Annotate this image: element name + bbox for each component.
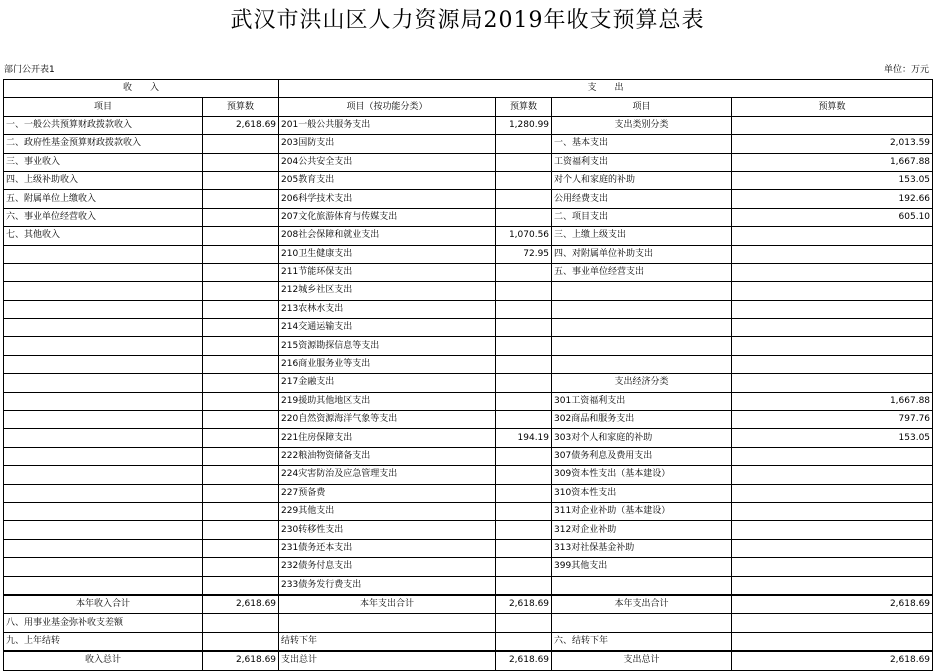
grand-expense-label-2: 支出总计 xyxy=(552,651,732,670)
func-item-cell: 216商业服务业等支出 xyxy=(279,355,496,373)
func-budget-cell xyxy=(496,374,552,392)
empty-cell xyxy=(203,632,279,651)
func-item-cell: 227预备费 xyxy=(279,484,496,502)
income-budget-cell xyxy=(203,392,279,410)
table-row xyxy=(4,245,933,263)
func-budget-cell xyxy=(496,282,552,300)
empty-cell xyxy=(732,614,933,632)
func-budget-cell xyxy=(496,576,552,595)
econ-budget-cell xyxy=(732,558,933,576)
econ-budget-cell: 153.05 xyxy=(732,429,933,447)
table-row xyxy=(4,135,933,153)
func-budget-cell xyxy=(496,484,552,502)
table-row xyxy=(4,355,933,373)
income-budget-cell xyxy=(203,502,279,520)
econ-item-cell: 工资福利支出 xyxy=(552,153,732,171)
empty-cell xyxy=(279,614,496,632)
totals-row xyxy=(4,595,933,614)
func-item-cell: 213农林水支出 xyxy=(279,300,496,318)
func-budget-cell xyxy=(496,171,552,189)
table-row xyxy=(4,539,933,557)
func-item-cell: 210卫生健康支出 xyxy=(279,245,496,263)
func-item-header: 项目（按功能分类） xyxy=(279,98,496,116)
econ-budget-cell xyxy=(732,466,933,484)
econ-item-cell: 301工资福利支出 xyxy=(552,392,732,410)
income-item-cell: 六、事业单位经营收入 xyxy=(4,208,203,226)
econ-budget-cell: 1,667.88 xyxy=(732,392,933,410)
func-item-cell: 204公共安全支出 xyxy=(279,153,496,171)
header-row-group xyxy=(4,80,933,98)
grand-expense-value-2: 2,618.69 xyxy=(732,651,933,670)
income-budget-cell xyxy=(203,539,279,557)
func-budget-cell xyxy=(496,337,552,355)
func-budget-cell: 1,070.56 xyxy=(496,227,552,245)
income-budget-cell xyxy=(203,447,279,465)
income-budget-cell xyxy=(203,208,279,226)
income-item-cell xyxy=(4,374,203,392)
econ-budget-cell xyxy=(732,319,933,337)
econ-item-cell: 对个人和家庭的补助 xyxy=(552,171,732,189)
econ-budget-cell: 153.05 xyxy=(732,171,933,189)
table-row xyxy=(4,558,933,576)
grand-total-row xyxy=(4,651,933,670)
func-budget-cell xyxy=(496,135,552,153)
income-budget-cell xyxy=(203,227,279,245)
carry-over-label: 九、上年结转 xyxy=(4,632,203,651)
income-budget-cell: 2,618.69 xyxy=(203,116,279,134)
table-row xyxy=(4,227,933,245)
income-item-cell xyxy=(4,484,203,502)
econ-item-cell xyxy=(552,355,732,373)
func-budget-cell xyxy=(496,466,552,484)
income-item-cell xyxy=(4,466,203,484)
income-item-cell xyxy=(4,392,203,410)
func-item-cell: 214交通运输支出 xyxy=(279,319,496,337)
income-header: 收 入 xyxy=(4,80,279,98)
income-budget-cell xyxy=(203,300,279,318)
grand-income-value: 2,618.69 xyxy=(203,651,279,670)
empty-cell xyxy=(552,614,732,632)
func-budget-cell xyxy=(496,411,552,429)
econ-item-cell: 312对企业补助 xyxy=(552,521,732,539)
empty-cell xyxy=(496,614,552,632)
econ-budget-cell xyxy=(732,484,933,502)
income-total-value: 2,618.69 xyxy=(203,595,279,614)
table-row xyxy=(4,300,933,318)
empty-cell xyxy=(496,632,552,651)
budget-table xyxy=(3,79,933,671)
func-item-cell: 211节能环保支出 xyxy=(279,263,496,281)
income-budget-cell xyxy=(203,153,279,171)
econ-budget-cell xyxy=(732,263,933,281)
econ-item-cell xyxy=(552,319,732,337)
econ-item-cell: 一、基本支出 xyxy=(552,135,732,153)
income-budget-cell xyxy=(203,190,279,208)
income-budget-cell xyxy=(203,319,279,337)
income-item-cell xyxy=(4,521,203,539)
func-item-cell: 219援助其他地区支出 xyxy=(279,392,496,410)
econ-item-cell: 四、对附属单位补助支出 xyxy=(552,245,732,263)
func-budget-cell xyxy=(496,153,552,171)
income-budget-cell xyxy=(203,355,279,373)
func-budget-header: 预算数 xyxy=(496,98,552,116)
econ-item-cell: 303对个人和家庭的补助 xyxy=(552,429,732,447)
income-item-cell xyxy=(4,355,203,373)
form-label: 部门公开表1 xyxy=(4,65,55,75)
income-budget-cell xyxy=(203,429,279,447)
econ-item-cell: 311对企业补助（基本建设） xyxy=(552,502,732,520)
econ-item-cell: 支出类别分类 xyxy=(552,116,732,134)
grand-expense-value: 2,618.69 xyxy=(496,651,552,670)
header-row-columns xyxy=(4,98,933,116)
empty-cell xyxy=(732,632,933,651)
func-budget-cell xyxy=(496,208,552,226)
econ-item-cell: 302商品和服务支出 xyxy=(552,411,732,429)
income-item-cell: 五、附属单位上缴收入 xyxy=(4,190,203,208)
income-budget-cell xyxy=(203,521,279,539)
econ-budget-cell: 1,667.88 xyxy=(732,153,933,171)
func-budget-cell: 72.95 xyxy=(496,245,552,263)
func-item-cell: 222粮油物资储备支出 xyxy=(279,447,496,465)
income-item-cell xyxy=(4,245,203,263)
func-item-cell: 232债务付息支出 xyxy=(279,558,496,576)
carry-row xyxy=(4,632,933,651)
econ-budget-cell xyxy=(732,245,933,263)
expense-total-value-2: 2,618.69 xyxy=(732,595,933,614)
expense-total-label: 本年支出合计 xyxy=(279,595,496,614)
table-row xyxy=(4,502,933,520)
econ-item-cell xyxy=(552,282,732,300)
table-row xyxy=(4,116,933,134)
econ-budget-cell xyxy=(732,374,933,392)
income-budget-cell xyxy=(203,245,279,263)
func-item-cell: 201一般公共服务支出 xyxy=(279,116,496,134)
income-item-cell xyxy=(4,319,203,337)
func-item-cell: 203国防支出 xyxy=(279,135,496,153)
func-item-cell: 212城乡社区支出 xyxy=(279,282,496,300)
econ-item-header: 项目 xyxy=(552,98,732,116)
table-row xyxy=(4,447,933,465)
table-row xyxy=(4,153,933,171)
table-row xyxy=(4,576,933,595)
expense-header: 支 出 xyxy=(279,80,933,98)
income-budget-cell xyxy=(203,411,279,429)
econ-budget-cell xyxy=(732,282,933,300)
func-budget-cell: 1,280.99 xyxy=(496,116,552,134)
func-budget-cell xyxy=(496,539,552,557)
table-row xyxy=(4,392,933,410)
table-row xyxy=(4,374,933,392)
econ-item-cell: 二、项目支出 xyxy=(552,208,732,226)
econ-item-cell: 支出经济分类 xyxy=(552,374,732,392)
econ-budget-cell xyxy=(732,337,933,355)
income-item-cell xyxy=(4,300,203,318)
func-item-cell: 206科学技术支出 xyxy=(279,190,496,208)
econ-budget-cell xyxy=(732,576,933,595)
econ-budget-cell: 605.10 xyxy=(732,208,933,226)
income-item-cell: 一、一般公共预算财政拨款收入 xyxy=(4,116,203,134)
income-item-cell xyxy=(4,576,203,595)
income-budget-header: 预算数 xyxy=(203,98,279,116)
econ-budget-cell: 192.66 xyxy=(732,190,933,208)
func-budget-cell xyxy=(496,521,552,539)
income-item-cell xyxy=(4,411,203,429)
func-item-cell: 215资源勘探信息等支出 xyxy=(279,337,496,355)
econ-budget-cell xyxy=(732,447,933,465)
econ-budget-cell xyxy=(732,539,933,557)
func-item-cell: 208社会保障和就业支出 xyxy=(279,227,496,245)
econ-budget-cell: 2,013.59 xyxy=(732,135,933,153)
income-total-label: 本年收入合计 xyxy=(4,595,203,614)
econ-item-cell xyxy=(552,300,732,318)
econ-budget-header: 预算数 xyxy=(732,98,933,116)
func-budget-cell xyxy=(496,392,552,410)
econ-item-cell: 309资本性支出（基本建设） xyxy=(552,466,732,484)
table-row xyxy=(4,429,933,447)
expense-total-label-2: 本年支出合计 xyxy=(552,595,732,614)
income-item-cell: 三、事业收入 xyxy=(4,153,203,171)
table-row xyxy=(4,208,933,226)
econ-item-cell: 399其他支出 xyxy=(552,558,732,576)
econ-item-cell: 五、事业单位经营支出 xyxy=(552,263,732,281)
income-budget-cell xyxy=(203,282,279,300)
income-item-cell xyxy=(4,429,203,447)
func-item-cell: 207文化旅游体育与传媒支出 xyxy=(279,208,496,226)
func-budget-cell xyxy=(496,502,552,520)
income-item-cell xyxy=(4,502,203,520)
income-budget-cell xyxy=(203,171,279,189)
income-item-cell: 四、上级补助收入 xyxy=(4,171,203,189)
income-item-header: 项目 xyxy=(4,98,203,116)
table-row xyxy=(4,319,933,337)
econ-item-cell: 307债务利息及费用支出 xyxy=(552,447,732,465)
income-item-cell xyxy=(4,263,203,281)
table-row xyxy=(4,411,933,429)
func-budget-cell xyxy=(496,447,552,465)
table-row xyxy=(4,521,933,539)
econ-item-cell: 三、上缴上级支出 xyxy=(552,227,732,245)
page-title: 武汉市洪山区人力资源局2019年收支预算总表 xyxy=(230,8,705,33)
income-budget-cell xyxy=(203,484,279,502)
income-item-cell xyxy=(4,337,203,355)
econ-budget-cell xyxy=(732,227,933,245)
table-row xyxy=(4,484,933,502)
table-row xyxy=(4,190,933,208)
fund-balance-label: 八、用事业基金弥补收支差额 xyxy=(4,614,203,632)
empty-cell xyxy=(203,614,279,632)
grand-expense-label: 支出总计 xyxy=(279,651,496,670)
income-budget-cell xyxy=(203,576,279,595)
func-item-cell: 220自然资源海洋气象等支出 xyxy=(279,411,496,429)
income-item-cell xyxy=(4,539,203,557)
func-item-cell: 231债务还本支出 xyxy=(279,539,496,557)
func-item-cell: 233债务发行费支出 xyxy=(279,576,496,595)
income-item-cell xyxy=(4,558,203,576)
func-budget-cell: 194.19 xyxy=(496,429,552,447)
func-budget-cell xyxy=(496,263,552,281)
econ-item-cell: 310资本性支出 xyxy=(552,484,732,502)
income-item-cell xyxy=(4,447,203,465)
table-row xyxy=(4,337,933,355)
econ-item-cell: 313对社保基金补助 xyxy=(552,539,732,557)
func-budget-cell xyxy=(496,190,552,208)
econ-budget-cell: 797.76 xyxy=(732,411,933,429)
table-row xyxy=(4,466,933,484)
table-row xyxy=(4,263,933,281)
econ-budget-cell xyxy=(732,521,933,539)
income-item-cell xyxy=(4,282,203,300)
econ-budget-cell xyxy=(732,355,933,373)
income-budget-cell xyxy=(203,558,279,576)
econ-item-cell xyxy=(552,337,732,355)
econ-budget-cell xyxy=(732,116,933,134)
expense-total-value: 2,618.69 xyxy=(496,595,552,614)
func-item-cell: 205教育支出 xyxy=(279,171,496,189)
fund-balance-row xyxy=(4,614,933,632)
econ-item-cell xyxy=(552,576,732,595)
func-budget-cell xyxy=(496,319,552,337)
unit-label: 单位：万元 xyxy=(883,65,929,75)
func-budget-cell xyxy=(496,300,552,318)
income-budget-cell xyxy=(203,374,279,392)
income-budget-cell xyxy=(203,135,279,153)
func-item-cell: 229其他支出 xyxy=(279,502,496,520)
func-budget-cell xyxy=(496,355,552,373)
econ-budget-cell xyxy=(732,300,933,318)
func-budget-cell xyxy=(496,558,552,576)
func-item-cell: 221住房保障支出 xyxy=(279,429,496,447)
table-row xyxy=(4,282,933,300)
grand-income-label: 收入总计 xyxy=(4,651,203,670)
econ-item-cell: 公用经费支出 xyxy=(552,190,732,208)
carry-forward-label-2: 六、结转下年 xyxy=(552,632,732,651)
func-item-cell: 230转移性支出 xyxy=(279,521,496,539)
income-item-cell: 七、其他收入 xyxy=(4,227,203,245)
income-budget-cell xyxy=(203,263,279,281)
carry-forward-label: 结转下年 xyxy=(279,632,496,651)
income-item-cell: 二、政府性基金预算财政拨款收入 xyxy=(4,135,203,153)
income-budget-cell xyxy=(203,466,279,484)
func-item-cell: 224灾害防治及应急管理支出 xyxy=(279,466,496,484)
table-row xyxy=(4,171,933,189)
func-item-cell: 217金融支出 xyxy=(279,374,496,392)
income-budget-cell xyxy=(203,337,279,355)
econ-budget-cell xyxy=(732,502,933,520)
